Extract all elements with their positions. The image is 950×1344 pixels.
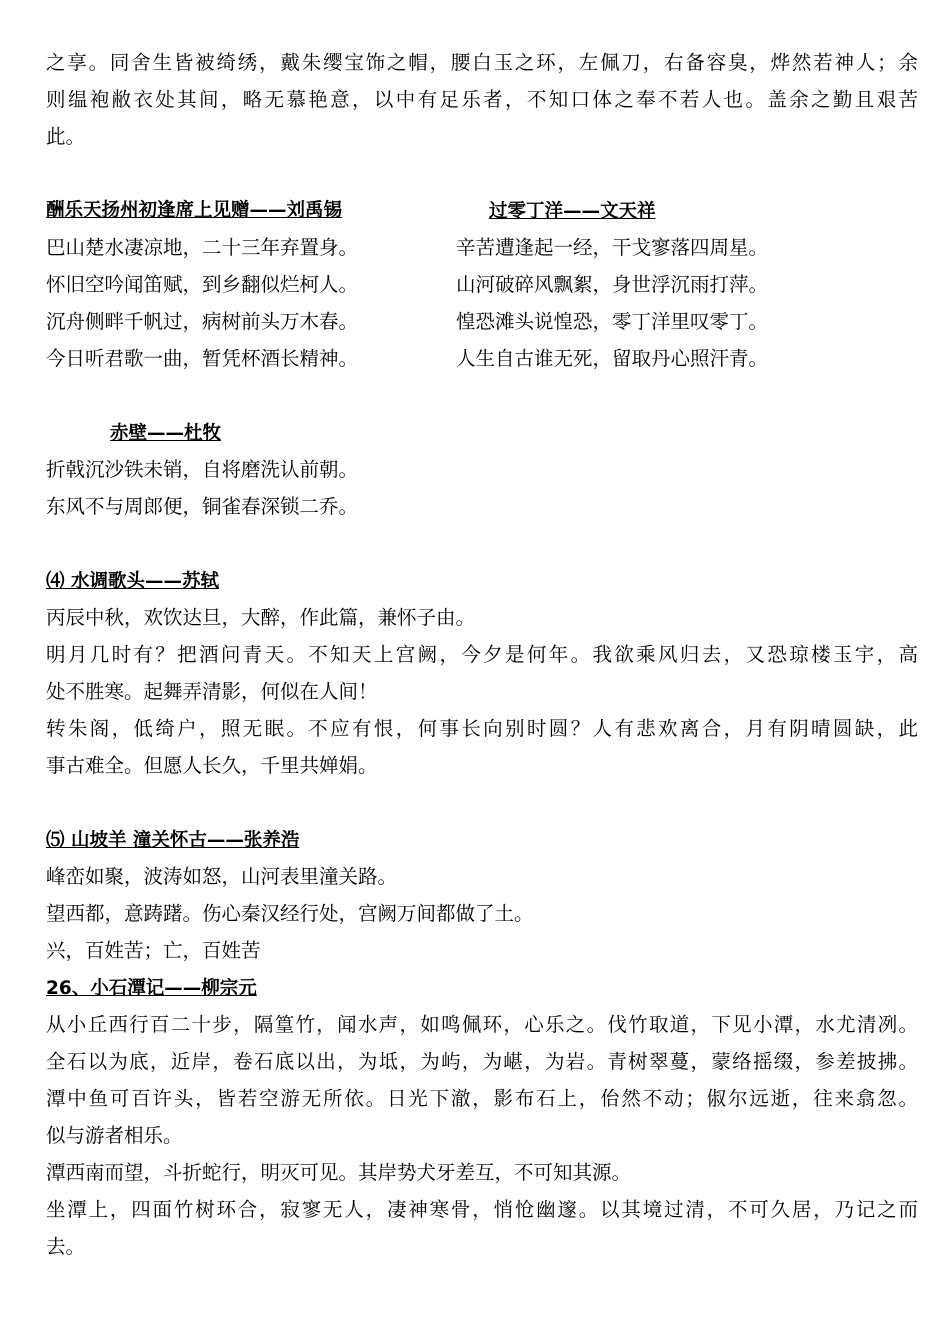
prose-line: 坐潭上，四面竹树环合，寂寥无人，凄神寒骨，悄怆幽邃。以其境过清，不可久居，乃记之而 xyxy=(46,1198,918,1221)
poem-line: 怀旧空吟闻笛赋，到乡翻似烂柯人。 xyxy=(46,273,359,296)
prose-line: 去。 xyxy=(46,1235,86,1258)
poem-line: 明月几时有？把酒问青天。不知天上宫阙，今夕是何年。我欲乘风归去，又恐琼楼玉宇，高 xyxy=(46,643,918,666)
intro-line: 则缊袍敝衣处其间，略无慕艳意，以中有足乐者，不知口体之奉不若人也。盖余之勤且艰苦 xyxy=(46,88,918,111)
poem-line: 山河破碎风飘絮，身世浮沉雨打萍。 xyxy=(456,273,769,296)
poem-liu-yuxi xyxy=(46,192,456,377)
poem-title: ⑸ 山坡羊 潼关怀古——张养浩 xyxy=(46,830,300,851)
prose-line: 从小丘西行百二十步，隔篁竹，闻水声，如鸣佩环，心乐之。伐竹取道，下见小潭，水尤清冽。 xyxy=(46,1013,918,1036)
poem-line: 事古难全。但愿人长久，千里共婵娟。 xyxy=(46,754,378,777)
poem-line: 人生自古谁无死，留取丹心照汗青。 xyxy=(456,347,769,370)
two-column-poems xyxy=(46,192,918,377)
poem-line: 峰峦如聚，波涛如怒，山河表里潼关路。 xyxy=(46,865,398,888)
poem-du-mu xyxy=(46,414,918,525)
document-page xyxy=(46,44,918,1265)
poem-line: 处不胜寒。起舞弄清影，何似在人间！ xyxy=(46,680,378,703)
intro-line: 之享。同舍生皆被绮绣，戴朱缨宝饰之帽，腰白玉之环，左佩刀，右备容臭，烨然若神人；余 xyxy=(46,51,918,74)
prose-liu-zongyuan xyxy=(46,969,918,1265)
poem-title: 酬乐天扬州初逢席上见赠——刘禹锡 xyxy=(46,200,343,221)
poem-line: 折戟沉沙铁未销，自将磨洗认前朝。 xyxy=(46,458,359,481)
intro-line: 此。 xyxy=(46,125,86,148)
prose-line: 全石以为底，近岸，卷石底以出，为坻，为屿，为嵁，为岩。青树翠蔓，蒙络摇缀，参差披拂。 xyxy=(46,1050,918,1073)
poem-line: 望西都，意踌躇。伤心秦汉经行处，宫阙万间都做了土。 xyxy=(46,902,534,925)
poem-title: 赤壁——杜牧 xyxy=(110,423,222,444)
poem-title: 过零丁洋——文天祥 xyxy=(489,201,656,222)
poem-line: 东风不与周郎便，铜雀春深锁二乔。 xyxy=(46,495,359,518)
prose-line: 潭中鱼可百许头，皆若空游无所依。日光下澈，影布石上，佁然不动；俶尔远逝，往来翕忽。 xyxy=(46,1087,918,1110)
poem-line: 惶恐滩头说惶恐，零丁洋里叹零丁。 xyxy=(456,310,769,333)
prose-line: 潭西南而望，斗折蛇行，明灭可见。其岸势犬牙差互，不可知其源。 xyxy=(46,1161,632,1184)
poem-su-shi xyxy=(46,562,918,784)
prose-line: 似与游者相乐。 xyxy=(46,1124,183,1147)
poem-wen-tianxiang xyxy=(456,192,918,377)
poem-title: ⑷ 水调歌头——苏轼 xyxy=(46,571,219,592)
poem-line: 巴山楚水凄凉地，二十三年弃置身。 xyxy=(46,236,359,259)
poem-line: 转朱阁，低绮户，照无眠。不应有恨，何事长向别时圆？人有悲欢离合，月有阴晴圆缺，此 xyxy=(46,717,918,740)
poem-line: 辛苦遭逢起一经，干戈寥落四周星。 xyxy=(456,236,769,259)
poem-zhang-yanghao xyxy=(46,821,918,969)
poem-line: 沉舟侧畔千帆过，病树前头万木春。 xyxy=(46,310,359,333)
poem-line: 兴，百姓苦；亡，百姓苦 xyxy=(46,939,261,962)
poem-line: 丙辰中秋，欢饮达旦，大醉，作此篇，兼怀子由。 xyxy=(46,606,476,629)
prose-title: 26、小石潭记——柳宗元 xyxy=(46,978,257,999)
poem-line: 今日听君歌一曲，暂凭杯酒长精神。 xyxy=(46,347,359,370)
